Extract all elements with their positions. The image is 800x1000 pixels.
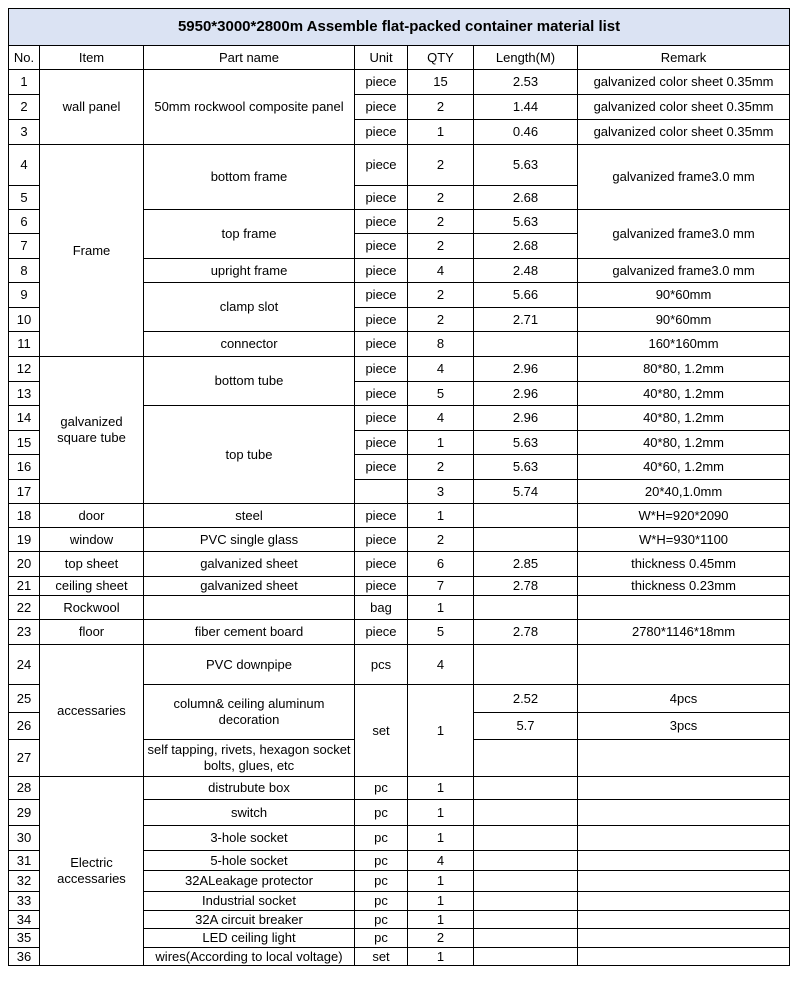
length-cell [474,826,578,851]
qty-cell: 2 [408,145,474,186]
table-title: 5950*3000*2800m Assemble flat-packed container material list [9,9,790,46]
qty-cell: 1 [408,871,474,892]
length-cell: 2.52 [474,685,578,713]
qty-cell: 2 [408,929,474,948]
unit-cell: piece [355,332,408,357]
qty-cell: 4 [408,851,474,871]
length-cell: 2.78 [474,577,578,596]
row-no: 30 [9,826,40,851]
item-cell: Rockwool [40,596,144,620]
length-cell: 2.68 [474,234,578,259]
length-cell [474,645,578,685]
qty-cell: 4 [408,259,474,283]
length-cell: 5.74 [474,480,578,504]
length-cell: 1.44 [474,95,578,120]
part-cell: galvanized sheet [144,577,355,596]
item-cell: window [40,528,144,552]
unit-cell: piece [355,259,408,283]
row-no: 4 [9,145,40,186]
remark-cell [578,740,790,777]
unit-cell: pc [355,929,408,948]
remark-cell: galvanized color sheet 0.35mm [578,95,790,120]
remark-cell: W*H=920*2090 [578,504,790,528]
remark-cell: 40*80, 1.2mm [578,431,790,455]
qty-cell: 4 [408,357,474,382]
qty-cell: 2 [408,308,474,332]
qty-cell: 2 [408,210,474,234]
unit-cell: pc [355,777,408,800]
remark-cell: thickness 0.23mm [578,577,790,596]
unit-cell: pc [355,826,408,851]
unit-cell: piece [355,357,408,382]
item-cell: floor [40,620,144,645]
length-cell: 5.63 [474,455,578,480]
remark-cell: 3pcs [578,713,790,740]
qty-cell: 1 [408,431,474,455]
remark-cell: galvanized frame3.0 mm [578,145,790,210]
remark-cell: 2780*1146*18mm [578,620,790,645]
row-no: 2 [9,95,40,120]
part-cell: fiber cement board [144,620,355,645]
part-cell: top tube [144,406,355,504]
unit-cell: bag [355,596,408,620]
header-item: Item [40,46,144,70]
part-cell: PVC downpipe [144,645,355,685]
length-cell: 5.63 [474,431,578,455]
length-cell [474,332,578,357]
row-no: 15 [9,431,40,455]
unit-cell: pc [355,892,408,911]
table-row [9,528,790,552]
length-cell: 2.78 [474,620,578,645]
row-no: 21 [9,577,40,596]
row-no: 10 [9,308,40,332]
qty-cell: 2 [408,234,474,259]
length-cell: 2.53 [474,70,578,95]
row-no: 27 [9,740,40,777]
unit-cell: piece [355,431,408,455]
table-row [9,596,790,620]
row-no: 31 [9,851,40,871]
part-cell: bottom tube [144,357,355,406]
row-no: 7 [9,234,40,259]
table-row [9,145,790,186]
qty-cell: 6 [408,552,474,577]
table-row [9,620,790,645]
part-cell: upright frame [144,259,355,283]
remark-cell [578,892,790,911]
part-cell: 32ALeakage protector [144,871,355,892]
item-cell: Electric accessaries [40,777,144,966]
length-cell: 2.96 [474,406,578,431]
length-cell: 5.7 [474,713,578,740]
part-cell: LED ceiling light [144,929,355,948]
table-row [9,645,790,685]
qty-cell: 4 [408,406,474,431]
length-cell [474,871,578,892]
remark-cell: 40*80, 1.2mm [578,406,790,431]
remark-cell: 40*80, 1.2mm [578,382,790,406]
row-no: 32 [9,871,40,892]
length-cell [474,929,578,948]
qty-cell: 2 [408,186,474,210]
unit-cell: piece [355,95,408,120]
part-cell: switch [144,800,355,826]
qty-cell: 5 [408,620,474,645]
length-cell [474,851,578,871]
part-cell: PVC single glass [144,528,355,552]
qty-cell: 1 [408,120,474,145]
table-row [9,357,790,382]
header-part-name: Part name [144,46,355,70]
part-cell: 32A circuit breaker [144,911,355,929]
remark-cell: galvanized frame3.0 mm [578,259,790,283]
qty-cell: 1 [408,596,474,620]
unit-cell: piece [355,528,408,552]
length-cell: 5.66 [474,283,578,308]
part-cell: galvanized sheet [144,552,355,577]
remark-cell [578,800,790,826]
qty-cell: 4 [408,645,474,685]
qty-cell: 1 [408,685,474,777]
title-row [9,9,790,46]
qty-cell: 1 [408,826,474,851]
row-no: 23 [9,620,40,645]
part-cell: top frame [144,210,355,259]
qty-cell: 2 [408,95,474,120]
length-cell: 2.96 [474,357,578,382]
row-no: 6 [9,210,40,234]
unit-cell: piece [355,283,408,308]
part-cell: self tapping, rivets, hexagon socket bolts, glues, etc [144,740,355,777]
remark-cell [578,645,790,685]
item-cell: Frame [40,145,144,357]
unit-cell: piece [355,210,408,234]
unit-cell: piece [355,552,408,577]
row-no: 13 [9,382,40,406]
table-row [9,552,790,577]
remark-cell: thickness 0.45mm [578,552,790,577]
qty-cell: 2 [408,283,474,308]
length-cell: 2.48 [474,259,578,283]
part-cell: column& ceiling aluminum decoration [144,685,355,740]
remark-cell: galvanized frame3.0 mm [578,210,790,259]
unit-cell: piece [355,308,408,332]
remark-cell [578,777,790,800]
part-cell: steel [144,504,355,528]
row-no: 34 [9,911,40,929]
length-cell [474,528,578,552]
header-length: Length(M) [474,46,578,70]
length-cell: 2.68 [474,186,578,210]
remark-cell [578,911,790,929]
material-list-sheet [8,8,790,966]
remark-cell [578,826,790,851]
unit-cell: piece [355,406,408,431]
row-no: 1 [9,70,40,95]
part-cell: 3-hole socket [144,826,355,851]
unit-cell: piece [355,70,408,95]
length-cell [474,911,578,929]
unit-cell: piece [355,620,408,645]
header-qty: QTY [408,46,474,70]
length-cell [474,740,578,777]
unit-cell: pc [355,800,408,826]
header-unit: Unit [355,46,408,70]
remark-cell: 90*60mm [578,308,790,332]
remark-cell [578,596,790,620]
remark-cell: 40*60, 1.2mm [578,455,790,480]
unit-cell: pcs [355,645,408,685]
material-list-table [8,8,790,966]
part-cell: wires(According to local voltage) [144,948,355,966]
row-no: 20 [9,552,40,577]
row-no: 33 [9,892,40,911]
item-cell: galvanized square tube [40,357,144,504]
remark-cell [578,929,790,948]
unit-cell: set [355,685,408,777]
header-remark: Remark [578,46,790,70]
remark-cell: 20*40,1.0mm [578,480,790,504]
length-cell: 2.71 [474,308,578,332]
unit-cell: pc [355,911,408,929]
qty-cell: 8 [408,332,474,357]
table-row [9,504,790,528]
length-cell: 5.63 [474,145,578,186]
table-row [9,777,790,800]
row-no: 9 [9,283,40,308]
part-cell: bottom frame [144,145,355,210]
row-no: 24 [9,645,40,685]
qty-cell: 1 [408,911,474,929]
row-no: 14 [9,406,40,431]
row-no: 29 [9,800,40,826]
item-cell: accessaries [40,645,144,777]
row-no: 5 [9,186,40,210]
unit-cell: piece [355,504,408,528]
part-cell: 5-hole socket [144,851,355,871]
length-cell: 2.85 [474,552,578,577]
header-no: No. [9,46,40,70]
unit-cell: piece [355,382,408,406]
qty-cell: 7 [408,577,474,596]
unit-cell [355,480,408,504]
part-cell: clamp slot [144,283,355,332]
qty-cell: 2 [408,528,474,552]
length-cell: 2.96 [474,382,578,406]
remark-cell [578,948,790,966]
remark-cell: 90*60mm [578,283,790,308]
remark-cell: 80*80, 1.2mm [578,357,790,382]
length-cell [474,596,578,620]
qty-cell: 1 [408,948,474,966]
part-cell [144,596,355,620]
row-no: 11 [9,332,40,357]
unit-cell: piece [355,234,408,259]
qty-cell: 15 [408,70,474,95]
unit-cell: piece [355,120,408,145]
row-no: 8 [9,259,40,283]
part-cell: 50mm rockwool composite panel [144,70,355,145]
table-row [9,577,790,596]
row-no: 19 [9,528,40,552]
qty-cell: 5 [408,382,474,406]
row-no: 12 [9,357,40,382]
row-no: 3 [9,120,40,145]
unit-cell: set [355,948,408,966]
qty-cell: 1 [408,892,474,911]
length-cell: 0.46 [474,120,578,145]
item-cell: ceiling sheet [40,577,144,596]
unit-cell: piece [355,186,408,210]
remark-cell: galvanized color sheet 0.35mm [578,120,790,145]
header-row [9,46,790,70]
length-cell [474,800,578,826]
remark-cell [578,851,790,871]
row-no: 17 [9,480,40,504]
row-no: 22 [9,596,40,620]
unit-cell: pc [355,871,408,892]
row-no: 16 [9,455,40,480]
length-cell [474,504,578,528]
item-cell: door [40,504,144,528]
length-cell [474,948,578,966]
remark-cell: W*H=930*1100 [578,528,790,552]
qty-cell: 3 [408,480,474,504]
table-row [9,70,790,95]
unit-cell: pc [355,851,408,871]
unit-cell: piece [355,577,408,596]
remark-cell [578,871,790,892]
item-cell: top sheet [40,552,144,577]
qty-cell: 2 [408,455,474,480]
part-cell: distrubute box [144,777,355,800]
qty-cell: 1 [408,800,474,826]
qty-cell: 1 [408,504,474,528]
length-cell [474,777,578,800]
length-cell: 5.63 [474,210,578,234]
row-no: 36 [9,948,40,966]
unit-cell: piece [355,455,408,480]
remark-cell: galvanized color sheet 0.35mm [578,70,790,95]
unit-cell: piece [355,145,408,186]
item-cell: wall panel [40,70,144,145]
remark-cell: 160*160mm [578,332,790,357]
length-cell [474,892,578,911]
row-no: 26 [9,713,40,740]
row-no: 35 [9,929,40,948]
row-no: 25 [9,685,40,713]
row-no: 18 [9,504,40,528]
part-cell: connector [144,332,355,357]
qty-cell: 1 [408,777,474,800]
remark-cell: 4pcs [578,685,790,713]
part-cell: Industrial socket [144,892,355,911]
row-no: 28 [9,777,40,800]
